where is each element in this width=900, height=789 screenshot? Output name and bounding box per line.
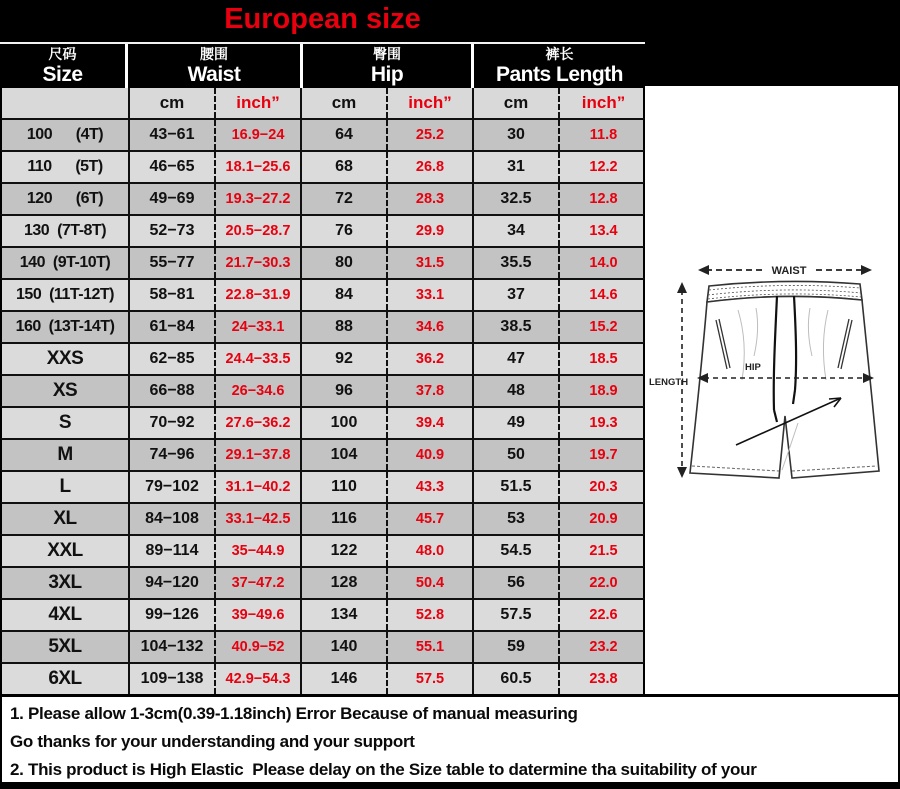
hip-cm-cell: 92 <box>302 344 388 374</box>
hip-cm-cell: 96 <box>302 376 388 406</box>
length-inch-cell: 18.9 <box>589 383 618 399</box>
waist-inch-cell: 40.9−52 <box>216 632 302 662</box>
hip-cm-cell: 88 <box>302 312 388 342</box>
waist-inch-cell: 33.1−42.5 <box>216 504 302 534</box>
size-cell: M <box>2 440 130 470</box>
waist-inch-cell: 35−44.9 <box>216 536 302 566</box>
waist-inch-cell: 24−33.1 <box>216 312 302 342</box>
waist-inch-cell: 31.1−40.2 <box>216 472 302 502</box>
length-arrowhead-bottom <box>677 467 687 478</box>
size-cell: XS <box>2 376 130 406</box>
length-inch-cell: 22.6 <box>589 607 618 623</box>
length-inch-cell: 14.6 <box>589 287 618 303</box>
length-cm-cell: 53 <box>474 504 560 534</box>
unit-inch-cell: inch” <box>216 88 302 118</box>
length-cm-cell: 32.5 <box>474 184 560 214</box>
length-cm-cell: 30 <box>474 120 560 150</box>
length-inch-cell: 12.8 <box>589 191 618 207</box>
hip-cm-cell: 110 <box>302 472 388 502</box>
waist-inch-cell: 16.9−24 <box>216 120 302 150</box>
hip-cm-cell: 146 <box>302 664 388 694</box>
waist-inch-cell: 29.1−37.8 <box>216 440 302 470</box>
header-group-hip <box>303 44 474 88</box>
length-cm-cell: 51.5 <box>474 472 560 502</box>
size-cell: 4XL <box>2 600 130 630</box>
length-cm-cell: 56 <box>474 568 560 598</box>
size-cell: XXL <box>2 536 130 566</box>
length-inch-cell: 12.2 <box>589 159 618 175</box>
note-line-1: 1. Please allow 1-3cm(0.39-1.18inch) Error Because of manual measuring <box>10 704 578 723</box>
hip-label: HIP <box>745 362 761 373</box>
header-length-en: Pants Length <box>495 63 623 86</box>
hip-cm-cell: 122 <box>302 536 388 566</box>
waist-inch-cell: 37−47.2 <box>216 568 302 598</box>
length-cm-cell: 50 <box>474 440 560 470</box>
note-line-2: Go thanks for your understanding and your support <box>10 732 415 751</box>
length-cm-cell: 54.5 <box>474 536 560 566</box>
units-row <box>0 88 645 118</box>
waist-cm-cell: 61−84 <box>130 312 216 342</box>
length-inch-cell: 23.8 <box>589 671 618 687</box>
hip-cm-cell: 116 <box>302 504 388 534</box>
length-inch-cell: 20.3 <box>589 479 618 495</box>
waist-cm-cell: 109−138 <box>130 664 216 694</box>
waist-inch-cell: 26−34.6 <box>216 376 302 406</box>
waist-cm-cell: 99−126 <box>130 600 216 630</box>
waist-cm-cell: 62−85 <box>130 344 216 374</box>
hip-cm-cell: 76 <box>302 216 388 246</box>
header-hip-en: Hip <box>370 63 404 86</box>
length-arrowhead-top <box>677 282 687 293</box>
waist-cm-cell: 43−61 <box>130 120 216 150</box>
hip-inch-cell: 36.2 <box>388 344 474 374</box>
table-row <box>0 566 645 598</box>
waist-inch-cell: 20.5−28.7 <box>216 216 302 246</box>
waist-cm-cell: 70−92 <box>130 408 216 438</box>
length-inch-cell: 11.8 <box>589 127 618 143</box>
waist-label: WAIST <box>771 265 807 277</box>
waist-cm-cell: 46−65 <box>130 152 216 182</box>
waist-inch-cell: 27.6−36.2 <box>216 408 302 438</box>
hip-cm-cell: 100 <box>302 408 388 438</box>
size-cell: 110 (5T) <box>2 152 130 182</box>
size-cell: 5XL <box>2 632 130 662</box>
table-row <box>0 310 645 342</box>
table-row <box>0 662 645 694</box>
length-cm-cell: 38.5 <box>474 312 560 342</box>
length-inch-cell: 13.4 <box>589 223 618 239</box>
waist-arrowhead-right <box>861 265 872 275</box>
length-inch-cell: 15.2 <box>589 319 618 335</box>
hip-inch-cell: 48.0 <box>388 536 474 566</box>
waist-inch-cell: 22.8−31.9 <box>216 280 302 310</box>
table-row <box>0 150 645 182</box>
waist-cm-cell: 74−96 <box>130 440 216 470</box>
size-cell: 6XL <box>2 664 130 694</box>
length-cm-cell: 57.5 <box>474 600 560 630</box>
length-inch-cell: 19.7 <box>589 447 618 463</box>
hip-inch-cell: 34.6 <box>388 312 474 342</box>
page-title: European size <box>224 3 421 35</box>
hip-inch-cell: 39.4 <box>388 408 474 438</box>
hip-cm-cell: 64 <box>302 120 388 150</box>
header-hip-cn: 臀围 <box>373 46 401 62</box>
length-cm-cell: 31 <box>474 152 560 182</box>
length-inch-cell: 21.5 <box>589 543 618 559</box>
header-size-en: Size <box>42 63 83 86</box>
table-body <box>0 118 645 694</box>
table-row <box>0 342 645 374</box>
hip-inch-cell: 37.8 <box>388 376 474 406</box>
waist-cm-cell: 55−77 <box>130 248 216 278</box>
length-cm-cell: 34 <box>474 216 560 246</box>
waist-cm-cell: 94−120 <box>130 568 216 598</box>
header-group-waist <box>128 44 303 88</box>
table-row <box>0 598 645 630</box>
shorts-measurement-diagram <box>648 238 898 506</box>
size-cell: S <box>2 408 130 438</box>
length-cm-cell: 37 <box>474 280 560 310</box>
size-table <box>0 42 645 694</box>
length-inch-cell: 20.9 <box>589 511 618 527</box>
hip-inch-cell: 33.1 <box>388 280 474 310</box>
length-inch-cell: 19.3 <box>589 415 618 431</box>
waist-inch-cell: 42.9−54.3 <box>216 664 302 694</box>
shorts-outline <box>690 281 879 478</box>
length-inch-cell: 18.5 <box>589 351 618 367</box>
table-row <box>0 502 645 534</box>
hip-cm-cell: 128 <box>302 568 388 598</box>
header-length-cn: 裤长 <box>545 46 574 62</box>
unit-inch-cell: inch” <box>388 88 474 118</box>
length-inch-cell: 23.2 <box>589 639 618 655</box>
header-size-cn: 尺码 <box>48 46 77 62</box>
notes-section <box>0 694 900 782</box>
bottom-black-bar <box>0 782 900 789</box>
table-row <box>0 630 645 662</box>
header-group-size <box>0 44 128 88</box>
hip-inch-cell: 28.3 <box>388 184 474 214</box>
units-empty-cell <box>2 88 130 118</box>
hip-inch-cell: 25.2 <box>388 120 474 150</box>
length-cm-cell: 47 <box>474 344 560 374</box>
waist-cm-cell: 49−69 <box>130 184 216 214</box>
size-cell: 150 (11T-12T) <box>2 280 130 310</box>
table-row <box>0 182 645 214</box>
hip-inch-cell: 50.4 <box>388 568 474 598</box>
hip-cm-cell: 80 <box>302 248 388 278</box>
size-cell: 3XL <box>2 568 130 598</box>
size-cell: 130 (7T-8T) <box>2 216 130 246</box>
length-cm-cell: 35.5 <box>474 248 560 278</box>
waist-cm-cell: 84−108 <box>130 504 216 534</box>
waist-arrowhead-left <box>698 265 709 275</box>
hip-inch-cell: 52.8 <box>388 600 474 630</box>
unit-inch-cell: inch” <box>581 93 626 112</box>
header-waist-cn: 腰围 <box>200 46 228 62</box>
size-cell: 140 (9T-10T) <box>2 248 130 278</box>
hip-inch-cell: 55.1 <box>388 632 474 662</box>
hip-inch-cell: 45.7 <box>388 504 474 534</box>
table-row <box>0 470 645 502</box>
length-cm-cell: 59 <box>474 632 560 662</box>
hip-inch-cell: 31.5 <box>388 248 474 278</box>
table-row <box>0 214 645 246</box>
header-waist-en: Waist <box>187 63 241 86</box>
unit-cm-cell: cm <box>474 88 560 118</box>
hip-inch-cell: 43.3 <box>388 472 474 502</box>
size-cell: L <box>2 472 130 502</box>
hip-cm-cell: 140 <box>302 632 388 662</box>
waist-cm-cell: 66−88 <box>130 376 216 406</box>
waist-inch-cell: 19.3−27.2 <box>216 184 302 214</box>
table-row <box>0 118 645 150</box>
unit-cm-cell: cm <box>302 88 388 118</box>
length-inch-cell: 22.0 <box>589 575 618 591</box>
waist-inch-cell: 24.4−33.5 <box>216 344 302 374</box>
hip-inch-cell: 29.9 <box>388 216 474 246</box>
waist-inch-cell: 39−49.6 <box>216 600 302 630</box>
table-row <box>0 406 645 438</box>
waist-cm-cell: 58−81 <box>130 280 216 310</box>
size-cell: XL <box>2 504 130 534</box>
waist-cm-cell: 79−102 <box>130 472 216 502</box>
waist-cm-cell: 52−73 <box>130 216 216 246</box>
size-cell: 120 (6T) <box>2 184 130 214</box>
table-row <box>0 246 645 278</box>
unit-cm-cell: cm <box>130 88 216 118</box>
hip-cm-cell: 104 <box>302 440 388 470</box>
note-line-3: 2. This product is High Elastic Please delay on the Size table to datermine tha suitability of your <box>10 760 757 779</box>
hip-cm-cell: 134 <box>302 600 388 630</box>
size-cell: 100 (4T) <box>2 120 130 150</box>
length-cm-cell: 60.5 <box>474 664 560 694</box>
shorts-drawing <box>648 238 898 506</box>
table-row <box>0 534 645 566</box>
length-label: LENGTH <box>649 377 689 388</box>
table-header-row <box>0 42 645 88</box>
waist-inch-cell: 21.7−30.3 <box>216 248 302 278</box>
header-group-pants-length <box>474 44 645 88</box>
waist-cm-cell: 89−114 <box>130 536 216 566</box>
waist-inch-cell: 18.1−25.6 <box>216 152 302 182</box>
hip-inch-cell: 40.9 <box>388 440 474 470</box>
size-cell: XXS <box>2 344 130 374</box>
waist-cm-cell: 104−132 <box>130 632 216 662</box>
size-cell: 160 (13T-14T) <box>2 312 130 342</box>
hip-inch-cell: 57.5 <box>388 664 474 694</box>
hip-inch-cell: 26.8 <box>388 152 474 182</box>
hip-cm-cell: 72 <box>302 184 388 214</box>
hip-cm-cell: 68 <box>302 152 388 182</box>
length-cm-cell: 49 <box>474 408 560 438</box>
hip-cm-cell: 84 <box>302 280 388 310</box>
table-row <box>0 374 645 406</box>
table-row <box>0 278 645 310</box>
length-cm-cell: 48 <box>474 376 560 406</box>
table-row <box>0 438 645 470</box>
length-inch-cell: 14.0 <box>589 255 618 271</box>
